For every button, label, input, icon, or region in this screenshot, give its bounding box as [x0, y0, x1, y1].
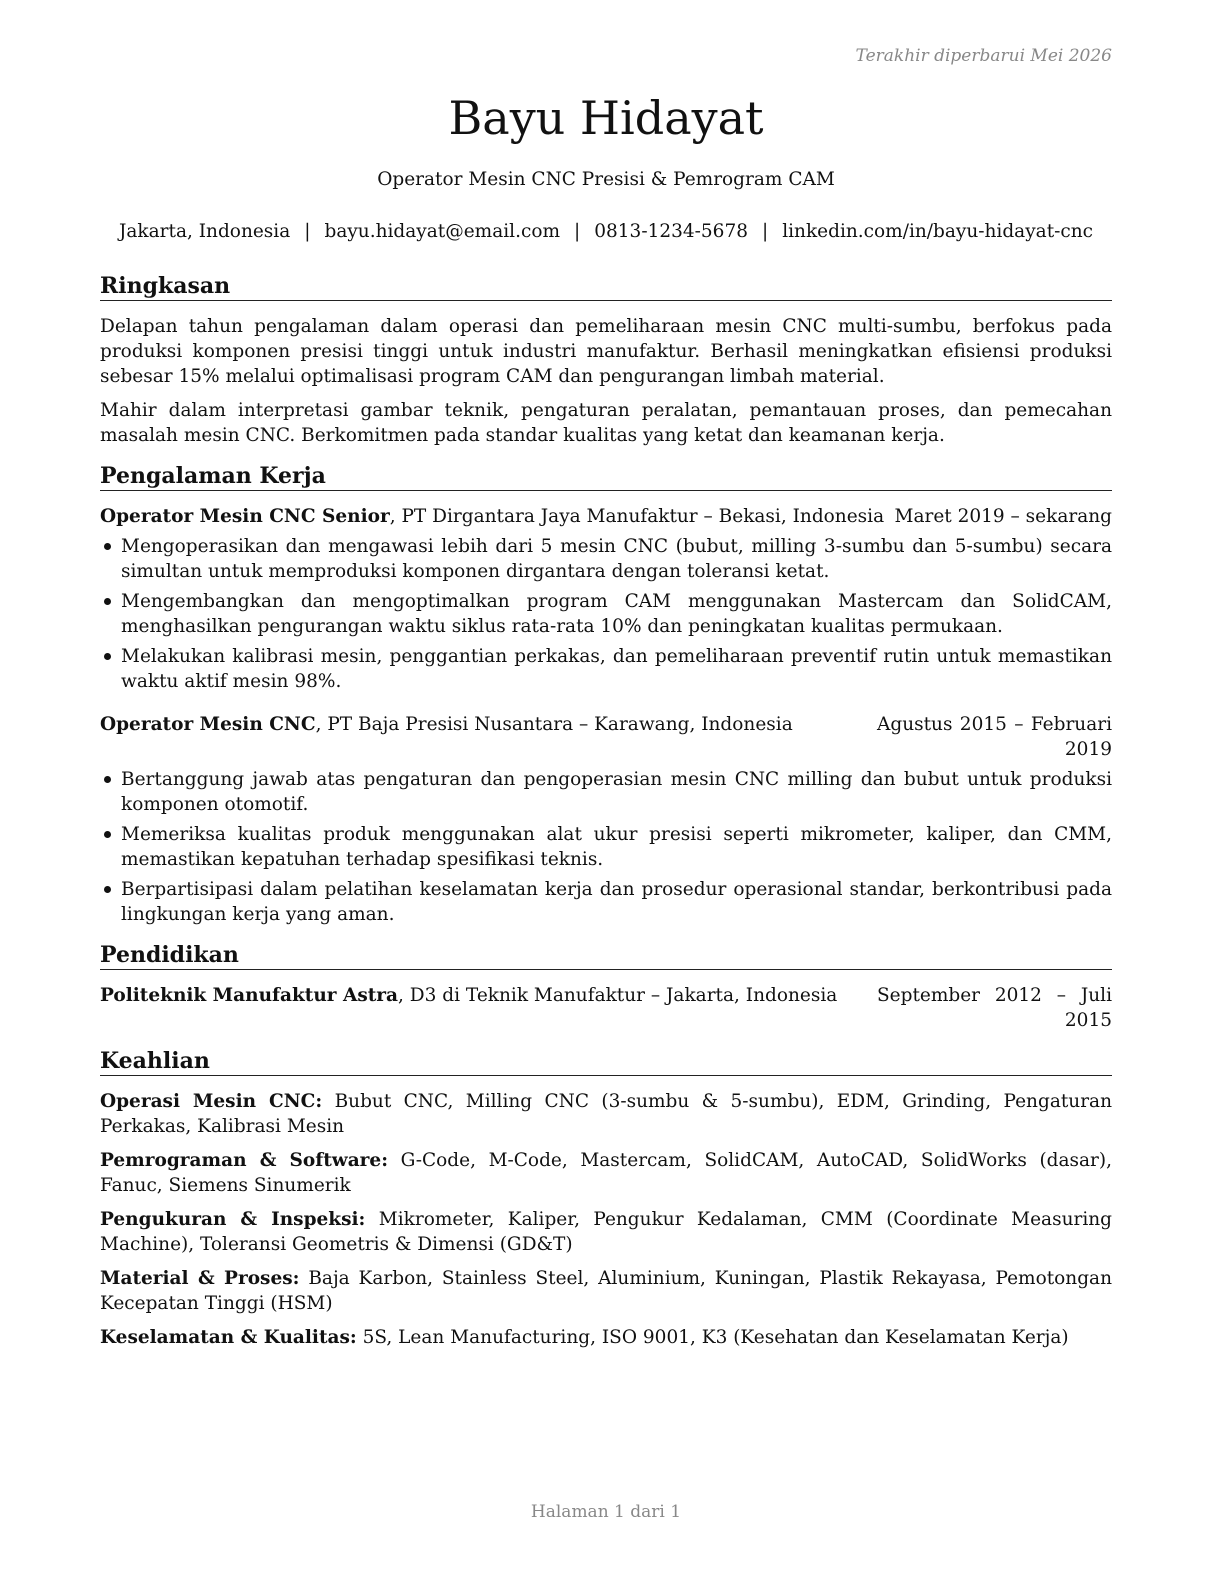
skill-row [100, 1148, 1112, 1198]
contact-separator: | [304, 221, 311, 242]
job-entry [100, 504, 1112, 694]
skill-row [100, 1207, 1112, 1257]
job-role: Operator Mesin CNC [100, 714, 316, 735]
candidate-title: Operator Mesin CNC Presisi & Pemrogram CAM [377, 169, 835, 190]
job-header [100, 504, 1112, 529]
job-company: , PT Baja Presisi Nusantara – Karawang, Indonesia [315, 714, 793, 735]
job-header [100, 712, 1112, 762]
skills-section [100, 1047, 1112, 1350]
education-section [100, 941, 1112, 1033]
contact-line [100, 219, 1112, 244]
job-bullet: Berpartisipasi dalam pelatihan keselamatan kerja dan prosedur operasional standar, berkontribusi pada lingkungan kerja yang aman. [100, 877, 1112, 927]
section-title-education: Pendidikan [100, 941, 1112, 970]
job-bullet: Memeriksa kualitas produk menggunakan alat ukur presisi seperti mikrometer, kaliper, dan CMM, memastikan kepatuhan terhadap spesifikasi teknis. [100, 822, 1112, 872]
skill-label: Operasi Mesin CNC: [100, 1091, 323, 1112]
job-entry [100, 712, 1112, 927]
skill-label: Pemrograman & Software: [100, 1150, 389, 1171]
skill-label: Keselamatan & Kualitas: [100, 1327, 357, 1348]
page-footer: Halaman 1 dari 1 [530, 1502, 682, 1522]
skill-value: 5S, Lean Manufacturing, ISO 9001, K3 (Kesehatan dan Keselamatan Kerja) [356, 1327, 1069, 1348]
experience-section [100, 462, 1112, 927]
skill-row [100, 1089, 1112, 1139]
last-updated-note: Terakhir diperbarui Mei 2026 [855, 46, 1112, 66]
contact-separator: | [761, 221, 769, 242]
contact-email[interactable]: bayu.hidayat@email.com [324, 221, 560, 242]
education-detail: , D3 di Teknik Manufaktur – Jakarta, Indonesia [398, 985, 838, 1006]
contact-phone: 0813-1234-5678 [594, 221, 748, 242]
job-company: , PT Dirgantara Jaya Manufaktur – Bekasi, Indonesia [389, 506, 885, 527]
skill-value: Mikrometer, Kaliper, Pengukur Kedalaman, CMM (Coordinate Measuring Machine), Toleransi Geometris & Dimensi (GD&T) [100, 1209, 1113, 1255]
education-entry [100, 983, 1112, 1033]
candidate-name: Bayu Hidayat [448, 91, 764, 145]
education-dates: September 2012 – Juli 2015 [877, 985, 1112, 1031]
skill-value: G-Code, M-Code, Mastercam, SolidCAM, AutoCAD, SolidWorks (dasar), Fanuc, Siemens Sinumerik [100, 1150, 1112, 1196]
contact-linkedin[interactable]: linkedin.com/in/bayu-hidayat-cnc [782, 221, 1094, 242]
resume-page [100, 0, 1112, 1584]
skill-value: Baja Karbon, Stainless Steel, Aluminium, Kuningan, Plastik Rekayasa, Pemotongan Kecepatan Tinggi (HSM) [100, 1268, 1112, 1314]
skill-row [100, 1325, 1112, 1350]
education-school: Politeknik Manufaktur Astra [100, 985, 399, 1006]
skill-row [100, 1266, 1112, 1316]
job-bullets [100, 767, 1112, 927]
contact-separator: | [574, 221, 581, 242]
skill-label: Pengukuran & Inspeksi: [100, 1209, 366, 1230]
job-role: Operator Mesin CNC Senior [100, 506, 390, 527]
resume-body [100, 272, 1112, 1364]
summary-section [100, 272, 1112, 448]
job-dates: Maret 2019 – sekarang [894, 506, 1112, 527]
section-title-skills: Keahlian [100, 1047, 1112, 1076]
job-dates: Agustus 2015 – Februari 2019 [877, 714, 1112, 760]
job-bullet: Mengoperasikan dan mengawasi lebih dari 5 mesin CNC (bubut, milling 3-sumbu dan 5-sumbu) secara simultan untuk memproduksi komponen dirgantara dengan toleransi ketat. [100, 534, 1112, 584]
section-title-summary: Ringkasan [100, 272, 1112, 301]
job-bullet: Bertanggung jawab atas pengaturan dan pengoperasian mesin CNC milling dan bubut untuk produksi komponen otomotif. [100, 767, 1112, 817]
skill-label: Material & Proses: [100, 1268, 300, 1289]
job-bullet: Mengembangkan dan mengoptimalkan program CAM menggunakan Mastercam dan SolidCAM, menghasilkan pengurangan waktu siklus rata-rata 10% dan peningkatan kualitas permukaan. [100, 589, 1112, 639]
contact-location: Jakarta, Indonesia [118, 221, 291, 242]
job-bullets [100, 534, 1112, 694]
summary-paragraph: Mahir dalam interpretasi gambar teknik, pengaturan peralatan, pemantauan proses, dan pemecahan masalah mesin CNC. Berkomitmen pada standar kualitas yang ketat dan keamanan kerja. [100, 400, 1112, 446]
skill-value: Bubut CNC, Milling CNC (3-sumbu & 5-sumbu), EDM, Grinding, Pengaturan Perkakas, Kalibrasi Mesin [100, 1091, 1112, 1137]
section-title-experience: Pengalaman Kerja [100, 462, 1112, 491]
summary-paragraph: Delapan tahun pengalaman dalam operasi dan pemeliharaan mesin CNC multi-sumbu, berfokus pada produksi komponen presisi tinggi untuk industri manufaktur. Berhasil meningkatkan efisiensi produksi sebesar 15% melalui optimalisasi program CAM dan pengurangan limbah material. [100, 316, 1112, 387]
job-bullet: Melakukan kalibrasi mesin, penggantian perkakas, dan pemeliharaan preventif rutin untuk memastikan waktu aktif mesin 98%. [100, 644, 1112, 694]
